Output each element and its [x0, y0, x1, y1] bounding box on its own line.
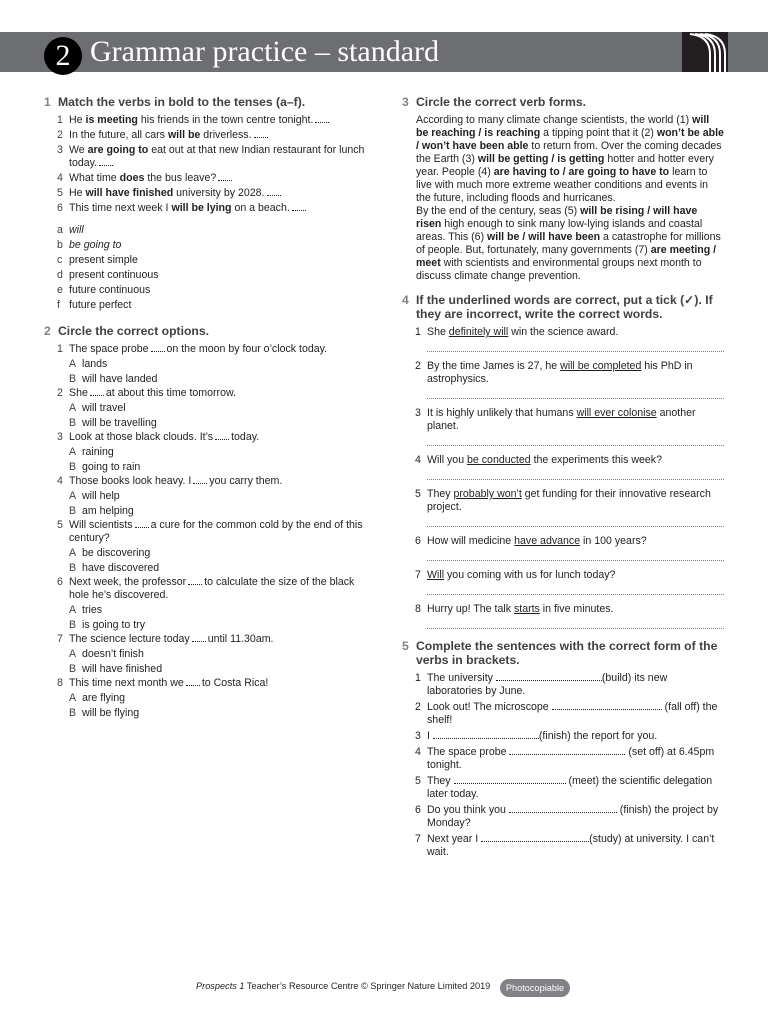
item-number: 4: [415, 746, 421, 758]
item-text: What time: [69, 172, 120, 184]
tense-option: [44, 254, 366, 267]
item-number: 6: [57, 576, 63, 588]
option-letter: A: [69, 358, 77, 370]
paragraph-text: By the end of the century, seas (5): [416, 205, 581, 217]
question-item: [402, 746, 724, 772]
item-number: 5: [415, 775, 421, 787]
item-text: They: [427, 775, 454, 787]
item-text: in five minutes.: [539, 603, 614, 615]
paragraph-text: a tipping point that it (2): [540, 127, 657, 139]
question-item: [402, 535, 724, 548]
item-number: 7: [415, 569, 421, 581]
item-text: Hurry up! The talk: [427, 603, 514, 615]
question-item: [402, 603, 724, 616]
item-text: eat out at that new Indian restaurant for lunch today.: [69, 144, 365, 169]
exercise-5-title: 5 Complete the sentences with the correct form of the verbs in brackets.: [402, 639, 718, 667]
answer-blank[interactable]: [135, 519, 149, 528]
tense-option: [44, 299, 366, 312]
paragraph-text: According to many climate change scientists, the world (1): [416, 114, 693, 126]
option-letter: e: [57, 284, 63, 296]
option-text: have discovered: [82, 561, 160, 574]
tense-option: [44, 269, 366, 282]
question-item: [402, 407, 724, 433]
item-text: the bus leave?: [144, 172, 217, 184]
answer-option[interactable]: [44, 547, 366, 560]
bold-verb: does: [119, 172, 145, 184]
answer-blank[interactable]: [254, 129, 268, 138]
footer: [0, 979, 768, 999]
option-text: will travel: [82, 402, 126, 414]
option-letter: A: [69, 604, 77, 616]
underlined-words: Will: [427, 569, 445, 581]
item-text: He: [69, 114, 86, 126]
item-number: 1: [57, 114, 63, 126]
verb-choice[interactable]: will be rising / will have risen: [416, 205, 698, 230]
answer-option[interactable]: [44, 490, 366, 503]
item-text: (set off) at 6.45pm tonight.: [427, 746, 715, 771]
question-item: [402, 730, 724, 743]
item-text: today.: [231, 431, 260, 443]
item-text: (finish) the project by Monday?: [427, 804, 719, 829]
answer-blank[interactable]: [292, 202, 306, 211]
item-text: another planet.: [427, 407, 696, 432]
option-text: be going to: [69, 239, 122, 251]
item-number: 6: [57, 202, 63, 214]
item-text: The university: [427, 672, 496, 684]
exercise-1-title: 1 Match the verbs in bold to the tenses (a–f).: [44, 95, 306, 109]
item-text: It is highly unlikely that humans: [427, 407, 577, 419]
underlined-words: will be completed: [560, 360, 642, 372]
answer-option[interactable]: [44, 461, 366, 474]
exercise-number: 1: [44, 95, 51, 109]
list-item: [44, 129, 366, 142]
right-column: [402, 95, 724, 862]
option-letter: A: [69, 692, 77, 704]
item-number: 4: [415, 454, 421, 466]
answer-option[interactable]: [44, 446, 366, 459]
exercise-2-title: 2 Circle the correct options.: [44, 324, 210, 338]
list-item: [44, 114, 366, 127]
item-text: (meet) the scientific delegation later today.: [427, 775, 713, 800]
item-text: Next year I: [427, 833, 482, 845]
item-text: (fall off) the shelf!: [427, 701, 718, 726]
option-letter: B: [69, 372, 77, 385]
exercise-3-title: 3 Circle the correct verb forms.: [402, 95, 587, 109]
option-text: present continuous: [69, 269, 159, 281]
bold-verb: will have finished: [85, 187, 174, 199]
paragraph-text: learn to live with much more extreme weather conditions and events in the future, including floods and hurricanes.: [416, 166, 709, 204]
item-text: They: [427, 488, 454, 500]
item-text: Next week, the professor: [69, 576, 187, 588]
answer-line[interactable]: [427, 436, 724, 446]
answer-blank[interactable]: [433, 730, 539, 739]
item-text: Look out! The microscope: [427, 701, 552, 713]
item-text: until 11.30am.: [207, 633, 274, 645]
item-text: She: [69, 387, 88, 399]
item-text: (study) at university. I can’t wait.: [427, 833, 715, 858]
option-letter: B: [69, 504, 77, 517]
item-number: 3: [57, 144, 63, 156]
answer-blank[interactable]: [99, 157, 113, 166]
item-number: 8: [415, 603, 421, 615]
answer-option[interactable]: [44, 707, 366, 720]
item-text: The space probe: [69, 343, 149, 355]
question-item: [44, 633, 366, 646]
answer-option[interactable]: [44, 692, 366, 705]
underlined-words: starts: [513, 603, 540, 615]
item-text: on the moon by four o’clock today.: [166, 343, 328, 355]
underlined-words: definitely will: [448, 326, 509, 338]
item-text: How will medicine: [427, 535, 515, 547]
option-letter: B: [69, 561, 77, 574]
item-text: This time next month we: [69, 677, 184, 689]
answer-blank[interactable]: [315, 114, 329, 123]
item-text: Will scientists: [69, 519, 133, 531]
item-number: 5: [57, 187, 63, 199]
verb-choice[interactable]: will be / will have been: [487, 231, 601, 243]
item-number: 8: [57, 677, 63, 689]
corner-swirl-icon: [682, 32, 728, 72]
tense-option: [44, 239, 366, 252]
option-text: be discovering: [82, 547, 151, 559]
exercise-number: 5: [402, 639, 409, 653]
item-text: on a beach.: [231, 202, 290, 214]
exercise-4-title: 4 If the underlined words are correct, put a tick (✓). If they are incorrect, write the correct words.: [402, 293, 713, 321]
answer-blank[interactable]: [509, 746, 625, 755]
item-text: his PhD in astrophysics.: [427, 360, 693, 385]
answer-option[interactable]: [44, 417, 366, 430]
item-number: 1: [415, 672, 421, 684]
item-text: university by 2028.: [173, 187, 265, 199]
option-letter: B: [69, 460, 77, 473]
option-text: future continuous: [69, 284, 151, 296]
left-column: [44, 95, 366, 721]
item-text: in 100 years?: [580, 535, 647, 547]
exercise-5-items: [402, 672, 724, 859]
question-item: [402, 488, 724, 514]
item-number: 6: [415, 535, 421, 547]
question-item: [402, 833, 724, 859]
answer-option[interactable]: [44, 505, 366, 518]
answer-blank[interactable]: [509, 804, 617, 813]
item-text: This time next week I: [69, 202, 172, 214]
photocopiable-badge: Photocopiable: [500, 979, 570, 997]
verb-choice[interactable]: are having to / are going to have to: [493, 166, 670, 178]
option-letter: A: [69, 648, 77, 660]
option-letter: A: [69, 547, 77, 559]
item-text: She: [427, 326, 449, 338]
exercise-1-items: [44, 114, 366, 215]
list-item: [44, 172, 366, 185]
tense-option: [44, 224, 366, 237]
option-text: going to rain: [82, 460, 141, 473]
question-item: [44, 431, 366, 444]
question-item: [402, 454, 724, 467]
paragraph-text: a catastrophe for millions of people. But, fortunately, many governments (7): [416, 231, 721, 256]
answer-blank[interactable]: [193, 475, 207, 484]
item-text: the experiments this week?: [530, 454, 662, 466]
page-title: Grammar practice – standard: [90, 35, 439, 68]
option-text: future perfect: [69, 299, 132, 311]
answer-option[interactable]: [44, 402, 366, 415]
answer-line[interactable]: [427, 389, 724, 399]
option-letter: c: [57, 254, 63, 266]
answer-blank[interactable]: [218, 172, 232, 181]
tense-option: [44, 284, 366, 297]
item-text: you carry them.: [209, 475, 283, 487]
question-item: [402, 804, 724, 830]
item-number: 7: [57, 633, 63, 645]
item-text: get funding for their innovative research project.: [427, 488, 711, 513]
answer-line[interactable]: [427, 517, 724, 527]
item-text: The space probe: [427, 746, 510, 758]
underlined-words: have advance: [514, 535, 581, 547]
option-letter: B: [69, 662, 77, 675]
option-text: doesn’t finish: [82, 648, 144, 660]
option-text: will help: [82, 490, 120, 502]
paragraph-text: high enough to sink many low-lying islands and coastal areas. This (6): [416, 218, 703, 243]
question-item: [44, 677, 366, 690]
bold-verb: are going to: [87, 144, 149, 156]
question-item: [44, 387, 366, 400]
answer-blank[interactable]: [267, 187, 281, 196]
option-text: present simple: [69, 254, 138, 266]
exercise-2-items: [44, 343, 366, 720]
exercise-4-items: [402, 326, 724, 629]
question-item: [44, 475, 366, 488]
answer-blank[interactable]: [454, 775, 566, 784]
option-text: will be travelling: [82, 416, 157, 429]
list-item: [44, 202, 366, 215]
option-text: am helping: [82, 504, 134, 517]
item-number: 5: [415, 488, 421, 500]
bold-verb: will be: [167, 129, 201, 141]
answer-blank[interactable]: [151, 343, 165, 352]
item-text: Do you think you: [427, 804, 509, 816]
verb-choice[interactable]: are meeting / meet: [416, 244, 717, 269]
item-text: (finish) the report for you.: [538, 730, 658, 742]
answer-blank[interactable]: [192, 633, 206, 642]
item-text: his friends in the town centre tonight.: [137, 114, 314, 126]
item-text: We: [69, 144, 88, 156]
item-number: 3: [415, 730, 421, 742]
item-text: to calculate the size of the black hole he’s discovered.: [69, 576, 355, 601]
item-text: driverless.: [200, 129, 252, 141]
answer-option[interactable]: [44, 604, 366, 617]
paragraph-text: with scientists and environmental groups next month to discuss climate change prevention.: [416, 257, 702, 282]
option-letter: a: [57, 224, 63, 236]
exercise-number: 3: [402, 95, 409, 109]
question-item: [44, 343, 366, 356]
option-letter: A: [69, 490, 77, 502]
option-text: will be flying: [82, 706, 140, 719]
item-text: a cure for the common cold by the end of this century?: [69, 519, 363, 544]
question-item: [402, 569, 724, 582]
answer-blank[interactable]: [481, 833, 589, 842]
option-text: is going to try: [82, 618, 146, 631]
answer-line[interactable]: [427, 551, 724, 561]
answer-line[interactable]: [427, 470, 724, 480]
item-number: 4: [57, 475, 63, 487]
exercise-3-paragraph-1: [402, 114, 724, 205]
answer-line[interactable]: [427, 585, 724, 595]
option-letter: f: [57, 299, 60, 311]
item-number: 3: [415, 407, 421, 419]
unit-number-badge: 2: [44, 37, 82, 75]
exercise-3-paragraph-2: [402, 205, 724, 283]
option-text: will: [69, 224, 84, 236]
item-number: 5: [57, 519, 63, 531]
item-text: Look at those black clouds. It’s: [69, 431, 214, 443]
item-number: 2: [57, 387, 63, 399]
question-item: [402, 775, 724, 801]
bold-verb: will be lying: [171, 202, 232, 214]
option-letter: b: [57, 239, 63, 251]
list-item: [44, 187, 366, 200]
answer-option[interactable]: [44, 648, 366, 661]
exercise-1-options: [44, 224, 366, 312]
item-text: Those books look heavy. I: [69, 475, 192, 487]
answer-line[interactable]: [427, 342, 724, 352]
item-number: 2: [415, 701, 421, 713]
underlined-words: will ever colonise: [576, 407, 657, 419]
item-text: By the time James is 27, he: [427, 360, 561, 372]
verb-choice[interactable]: will be getting / is getting: [477, 153, 605, 165]
item-text: He: [69, 187, 86, 199]
answer-blank[interactable]: [496, 672, 602, 681]
item-text: The science lecture today: [69, 633, 190, 645]
item-text: (build) its new laboratories by June.: [427, 672, 668, 697]
answer-option[interactable]: [44, 619, 366, 632]
question-item: [44, 576, 366, 602]
item-number: 2: [415, 360, 421, 372]
underlined-words: be conducted: [467, 454, 531, 466]
option-text: lands: [82, 358, 108, 370]
item-number: 3: [57, 431, 63, 443]
answer-blank[interactable]: [188, 576, 202, 585]
answer-blank[interactable]: [90, 387, 104, 396]
item-number: 7: [415, 833, 421, 845]
option-letter: B: [69, 706, 77, 719]
option-text: raining: [82, 446, 114, 458]
option-text: will have landed: [82, 372, 158, 385]
list-item: [44, 144, 366, 170]
item-text: you coming with us for lunch today?: [444, 569, 616, 581]
exercise-number: 2: [44, 324, 51, 338]
footer-copyright: Prospects 1 Teacher’s Resource Centre © Springer Nature Limited 2019: [196, 981, 491, 991]
underlined-words: probably won’t: [453, 488, 522, 500]
option-text: are flying: [82, 692, 125, 704]
option-letter: B: [69, 416, 77, 429]
exercise-number: 4: [402, 293, 409, 307]
verb-choice[interactable]: won’t be able / won’t have been able: [416, 127, 724, 152]
answer-option[interactable]: [44, 562, 366, 575]
item-text: to Costa Rica!: [201, 677, 269, 689]
question-item: [402, 672, 724, 698]
option-letter: d: [57, 269, 63, 281]
paragraph-text: to return from. Over the coming decades the Earth (3): [416, 140, 722, 165]
item-text: In the future, all cars: [69, 129, 168, 141]
answer-option[interactable]: [44, 373, 366, 386]
question-item: [402, 360, 724, 386]
verb-choice[interactable]: will be reaching / is reaching: [416, 114, 710, 139]
item-text: I: [427, 730, 433, 742]
answer-blank[interactable]: [215, 431, 229, 440]
bold-verb: is meeting: [85, 114, 138, 126]
question-item: [44, 519, 366, 545]
option-text: will have finished: [82, 662, 163, 675]
option-letter: B: [69, 618, 77, 631]
answer-option[interactable]: [44, 358, 366, 371]
option-text: tries: [82, 604, 103, 616]
item-number: 1: [415, 326, 421, 338]
item-number: 4: [57, 172, 63, 184]
answer-option[interactable]: [44, 663, 366, 676]
item-text: at about this time tomorrow.: [105, 387, 236, 399]
paragraph-text: hotter and hotter every year. People (4): [416, 153, 714, 178]
answer-line[interactable]: [427, 619, 724, 629]
item-text: Will you: [427, 454, 468, 466]
item-number: 6: [415, 804, 421, 816]
answer-blank[interactable]: [186, 677, 200, 686]
item-number: 1: [57, 343, 63, 355]
question-item: [402, 701, 724, 727]
answer-blank[interactable]: [552, 701, 662, 710]
item-number: 2: [57, 129, 63, 141]
option-letter: A: [69, 446, 77, 458]
item-text: win the science award.: [508, 326, 619, 338]
option-letter: A: [69, 402, 77, 414]
question-item: [402, 326, 724, 339]
